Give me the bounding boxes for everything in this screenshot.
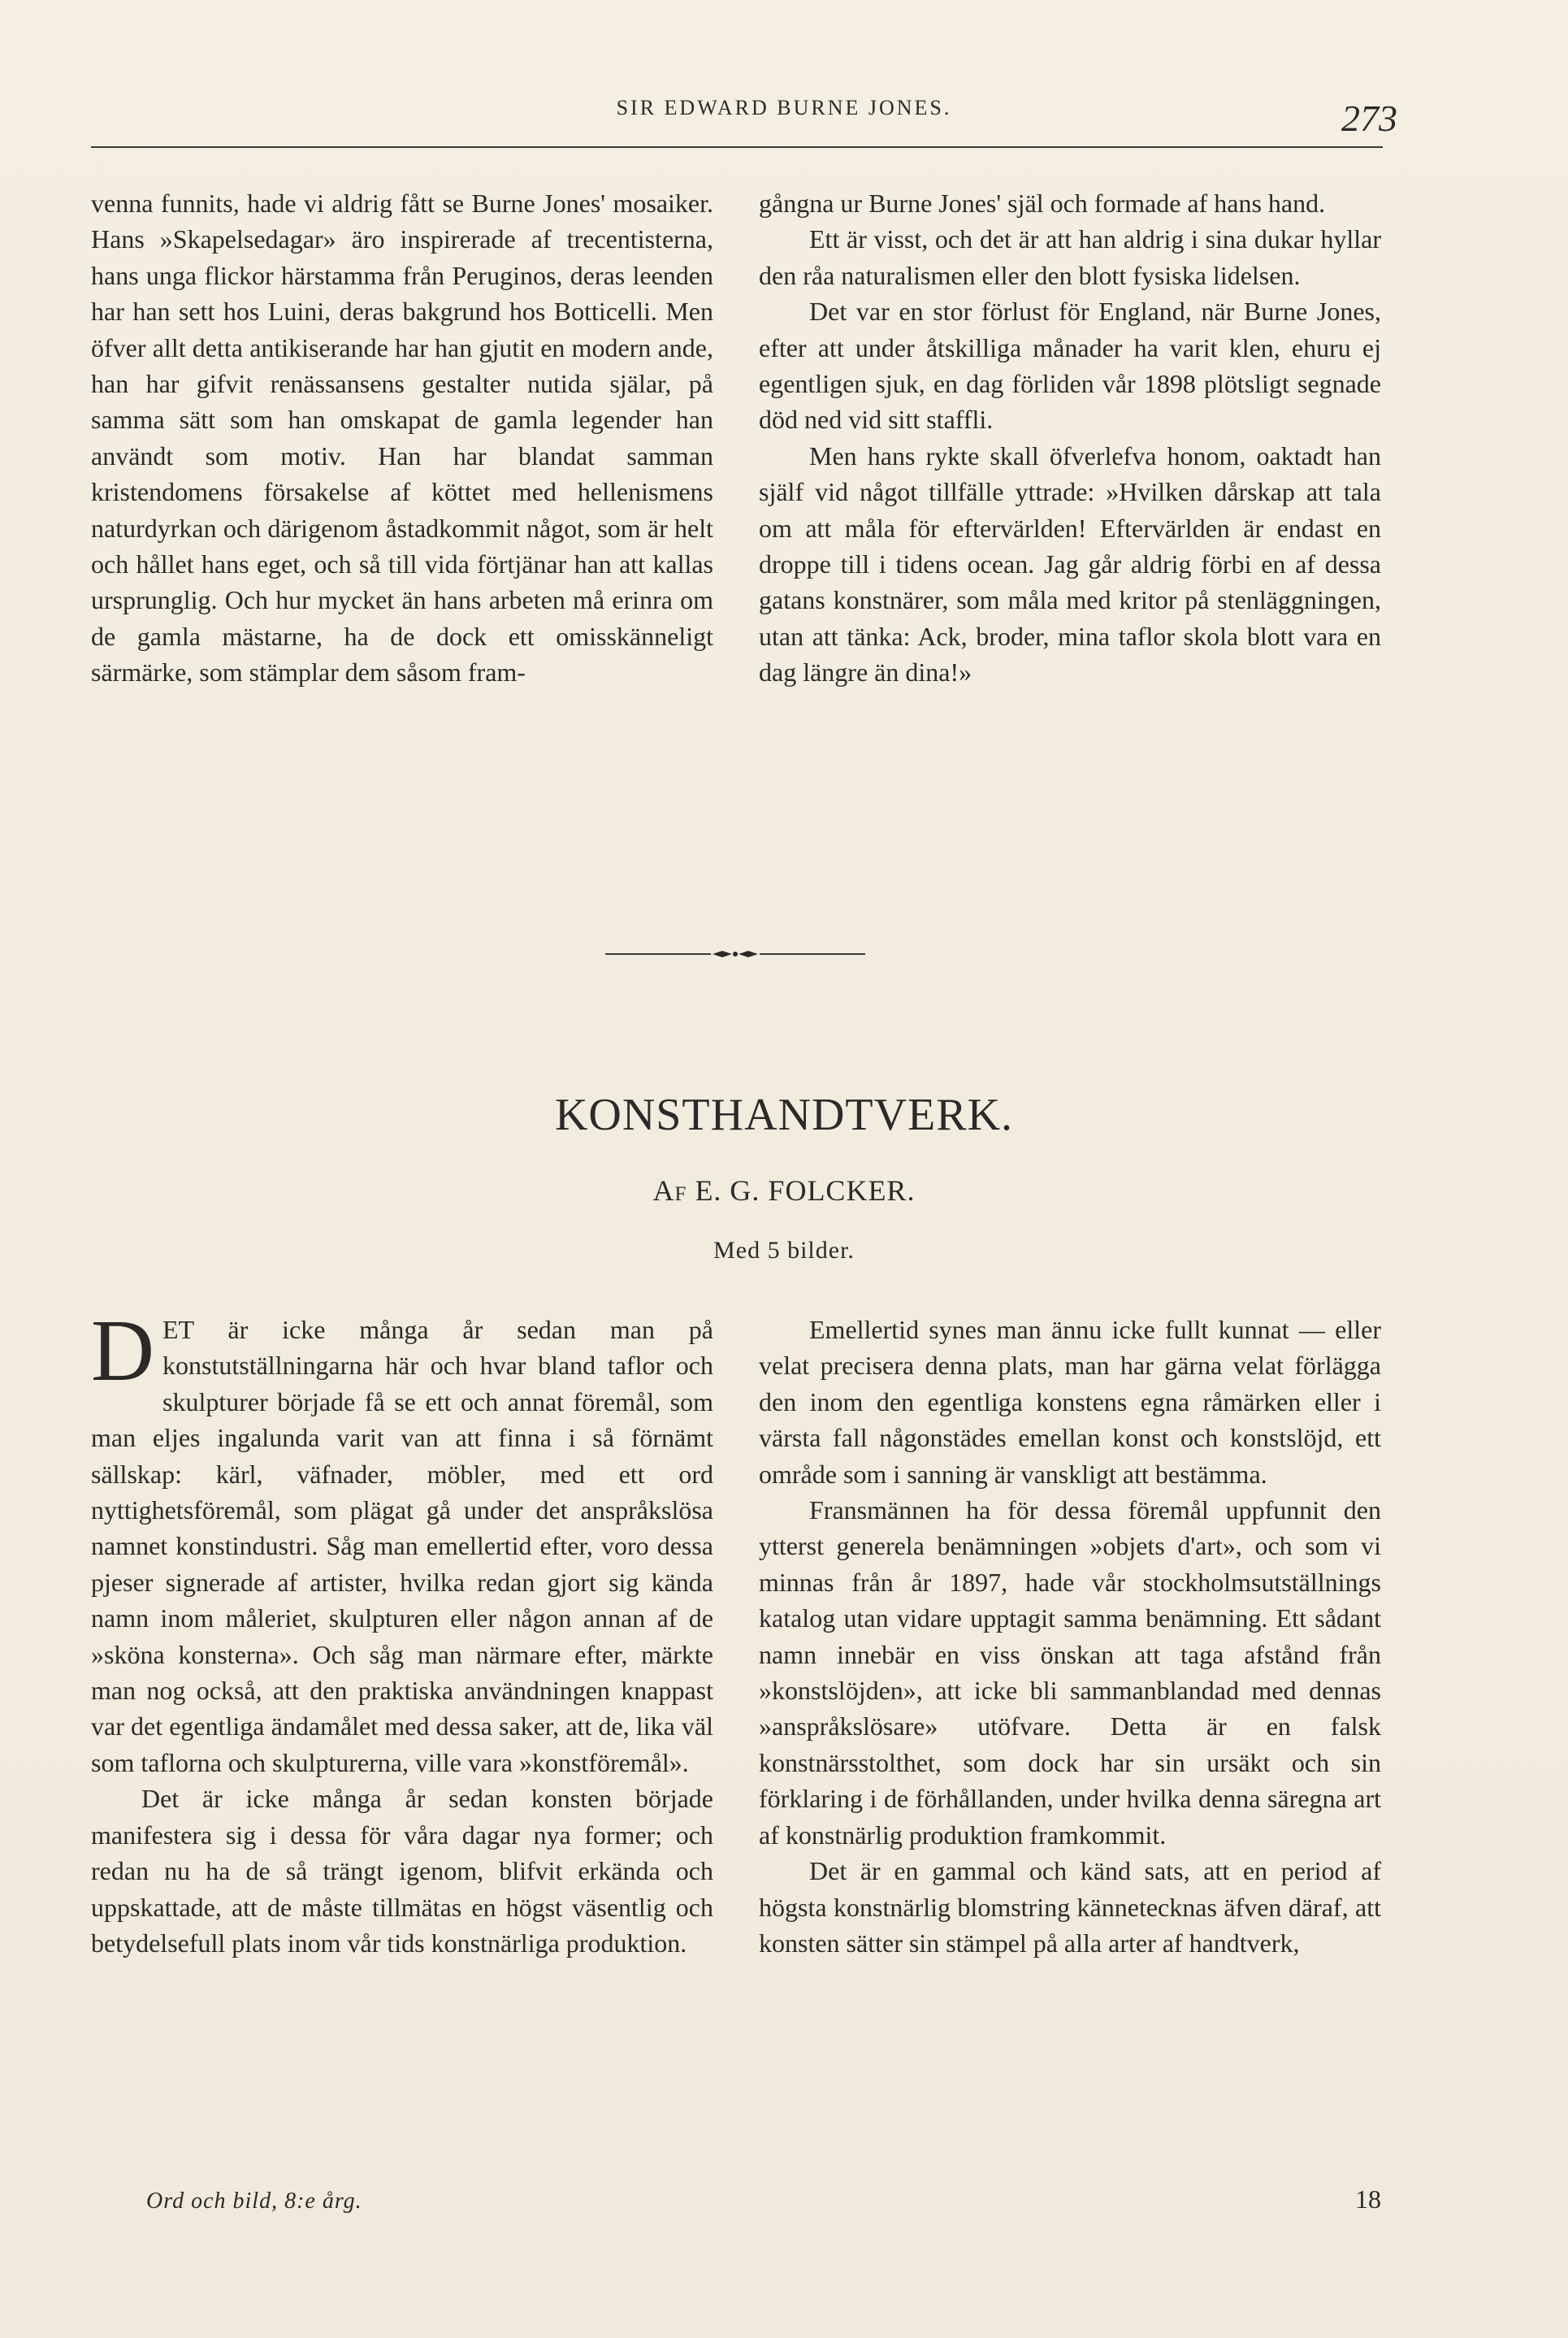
publication-title: Ord och bild, 8:e årg. <box>146 2188 362 2214</box>
paragraph: Det är en gammal och känd sats, att en period af högsta konstnärlig blomstring kännetecknas äfven däraf, att konsten sätter sin stämpel på alla arter af handtverk, <box>759 1856 1381 1958</box>
images-note: Med 5 bilder. <box>713 1237 855 1264</box>
opening-text: ET är icke många år sedan man på konstutställningarna här och hvar bland taflor och skulpturer började få se ett och annat föremål, som man eljes ingalunda varit van att finna i så förnämt sällskap: kärl, väfnader, möbler, med ett ord nyttighetsföremål, som plägat gå under det anspråkslösa namnet konstindustri. Såg man emellertid efter, voro dessa pjeser signerade af artister, hvilka redan gjort sig kända namn inom måleriet, skulpturen eller någon annan af de »sköna konsterna». Och såg man närmare efter, märkte man nog också, att den praktiska användningen knappast var det egentliga ändamålet med dessa saker, att de, lika väl som taflorna och skulpturerna, ville vara »konstföremål». <box>91 1315 713 1777</box>
paragraph: Men hans rykte skall öfverlefva honom, oaktadt han själf vid något tillfälle yttrade: »Hvilken dårskap att tala om att måla för eftervärlden! Eftervärlden är endast en droppe till i tidens ocean. Jag går aldrig förbi en af dessa gatans konstnärer, som måla med kritor på stenläggningen, utan att tänka: Ack, broder, mina taflor skola blott vara en dag längre än dina!» <box>759 440 1381 688</box>
opening-paragraph <box>91 1303 713 1781</box>
byline-author: E. G. FOLCKER. <box>695 1174 916 1207</box>
divider-ornament-icon <box>711 948 760 961</box>
paragraph: gångna ur Burne Jones' själ och formade af hans hand. <box>759 189 1326 218</box>
header-rule <box>91 146 1383 148</box>
divider-line-left <box>605 953 711 955</box>
article-right-column <box>759 1312 1381 1961</box>
article-left-column <box>91 1303 713 1961</box>
paragraph: Det är icke många år sedan konsten började manifestera sig i dessa för våra dagar nya former; och redan nu ha de så trängt igenom, blifvit erkända och uppskattade, att de måste tillmätas en högst väsentlig och betydelsefull plats inom vår tids konstnärliga produktion. <box>91 1784 713 1958</box>
section-divider <box>605 948 865 961</box>
paragraph: venna funnits, hade vi aldrig fått se Burne Jones' mosaiker. Hans »Skapelsedagar» äro inspirerade af trecentisterna, hans unga flickor härstamma från Peruginos, deras leenden har han sett hos Luini, deras bakgrund hos Botticelli. Men öfver allt detta antikiserande har han gjutit en modern ande, han har gifvit renässansens gestalter nutida själar, på samma sätt som han omskapat de gamla legender han användt som motiv. Han har blandat samman kristendomens försakelse af köttet med hellenismens naturdyrkan och därigenom åstadkommit något, som är helt och hållet hans eget, och så till vida förtjänar han att kallas ursprunglig. Och hur mycket än hans arbeten må erinra om de gamla mästarne, ha de dock ett omisskänneligt särmärke, som stämplar dem såsom fram- <box>91 189 713 688</box>
signature-mark: 18 <box>1355 2184 1381 2214</box>
page-number: 273 <box>1341 98 1397 139</box>
paragraph: Emellertid synes man ännu icke fullt kunnat — eller velat precisera denna plats, man har gärna velat förlägga den inom den egentliga konstens egna råmärken eller i värsta fall någonstädes emellan konst och konstslöjd, ett område som i sanning är vanskligt att bestämma. <box>759 1315 1381 1489</box>
divider-line-right <box>760 953 865 955</box>
paragraph: Det var en stor förlust för England, när Burne Jones, efter att under åtskilliga månader ha varit klen, ehuru ej egentligen sjuk, en dag förliden vår 1898 plötsligt segnade död ned vid sitt staffli. <box>759 297 1381 435</box>
paragraph: Ett är visst, och det är att han aldrig i sina dukar hyllar den råa naturalismen eller den blott fysiska lidelsen. <box>759 224 1381 290</box>
drop-cap: D <box>91 1303 154 1399</box>
running-title: SIR EDWARD BURNE JONES. <box>616 96 952 119</box>
prev-article-right-column <box>759 185 1381 691</box>
article-title: KONSTHANDTVERK. <box>554 1090 1014 1140</box>
byline-prefix: Af <box>652 1174 687 1207</box>
paragraph: Fransmännen ha för dessa föremål uppfunnit den ytterst generela benämningen »objets d'art», och som vi minnas från år 1897, hade vår stockholmsutställnings katalog utan vidare upptagit samma benämning. Ett sådant namn innebär en viss önskan att taga afstånd från »konstslöjden», att icke bli sammanblandad med dennas »anspråkslösare» utöfvare. Detta är en falsk konstnärsstolthet, som dock har sin ursäkt och sin förklaring i de förhållanden, under hvilka denna säregna art af konstnärlig produktion framkommit. <box>759 1495 1381 1850</box>
article-byline <box>0 1173 1568 1208</box>
prev-article-left-column <box>91 185 713 691</box>
